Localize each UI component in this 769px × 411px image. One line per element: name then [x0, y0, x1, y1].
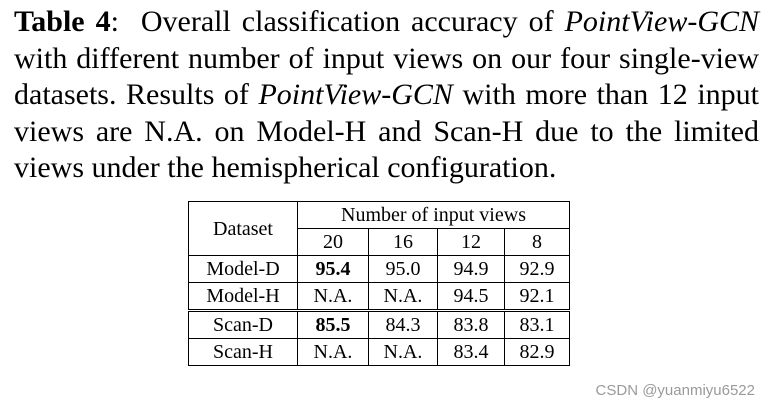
watermark: CSDN @yuanmiyu6522 [595, 382, 755, 399]
caption-text-1: Overall classification accuracy of [118, 5, 565, 38]
view-count-12: 12 [438, 229, 505, 256]
accuracy-cell: 83.4 [438, 339, 505, 366]
accuracy-cell: 95.0 [369, 256, 438, 283]
accuracy-cell: 92.9 [505, 256, 570, 283]
accuracy-cell: 84.3 [369, 311, 438, 339]
accuracy-cell: 95.4 [298, 256, 369, 283]
view-count-20: 20 [298, 229, 369, 256]
table-caption [14, 4, 759, 187]
dataset-name: Scan-H [189, 339, 298, 366]
accuracy-cell: N.A. [369, 283, 438, 311]
caption-text-2: with different number of input views on our four single-view datasets. Results of [14, 41, 759, 111]
input-views-header: Number of input views [298, 202, 570, 229]
table-row [189, 311, 570, 339]
dataset-name: Model-D [189, 256, 298, 283]
dataset-header: Dataset [189, 202, 298, 256]
caption-method-name-2: PointView-GCN [258, 78, 453, 111]
dataset-name: Scan-D [189, 311, 298, 339]
view-count-16: 16 [369, 229, 438, 256]
table-header-row [189, 202, 570, 229]
table-row [189, 256, 570, 283]
accuracy-cell: 85.5 [298, 311, 369, 339]
table-row [189, 283, 570, 311]
table-row [189, 339, 570, 366]
view-count-8: 8 [505, 229, 570, 256]
accuracy-table [188, 201, 570, 366]
dataset-name: Model-H [189, 283, 298, 311]
caption-label: Table 4 [14, 5, 111, 38]
caption-text-3: with more than 12 input views are N.A. on Model-H and Scan-H due to the limited views under the hemispherical configuration. [14, 78, 760, 184]
caption-method-name-1: PointView-GCN [564, 5, 760, 38]
accuracy-cell: N.A. [369, 339, 438, 366]
accuracy-cell: 94.9 [438, 256, 505, 283]
accuracy-cell: 92.1 [505, 283, 570, 311]
caption-colon: : [110, 5, 119, 38]
accuracy-cell: 83.1 [505, 311, 570, 339]
accuracy-cell: N.A. [298, 339, 369, 366]
accuracy-cell: N.A. [298, 283, 369, 311]
accuracy-cell: 82.9 [505, 339, 570, 366]
accuracy-cell: 83.8 [438, 311, 505, 339]
accuracy-cell: 94.5 [438, 283, 505, 311]
